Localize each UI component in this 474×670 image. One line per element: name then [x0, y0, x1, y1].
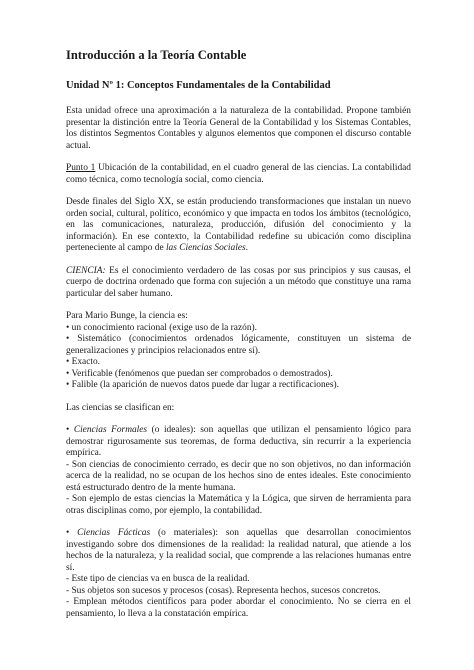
siglo-paragraph: [66, 197, 411, 255]
bunge-item: • Verificable (fenómenos que puedan ser comprobados o demostrados).: [66, 368, 333, 379]
ciencia-paragraph: [66, 266, 411, 301]
facticas-label: Ciencias Fácticas: [77, 528, 151, 538]
document-content: [66, 48, 411, 620]
formales-item: - Son ejemplo de estas ciencias la Matemática y la Lógica, que sirven de herramienta para otras disciplinas como, por ejemplo, la contabilidad.: [66, 494, 411, 516]
formales-item: - Son ciencias de conocimiento cerrado, es decir que no son objetivos, no dan información acerca de la realidad, no se ocupan de los hechos sino de entes ideales. Este conocimiento está estructurado dentro de la mente humana.: [66, 459, 411, 493]
facticas-item: - Este tipo de ciencias va en busca de la realidad.: [66, 574, 250, 584]
formales-label: Ciencias Formales: [73, 425, 148, 435]
document-title: Introducción a la Teoría Contable: [66, 48, 247, 62]
facticas-bullet: •: [66, 528, 78, 538]
bunge-intro: Para Mario Bunge, la ciencia es:: [66, 311, 188, 321]
unit-title: Unidad Nº 1: Conceptos Fundamentales de la Contabilidad: [66, 80, 331, 91]
formales-text: (o ideales): son aquellas que utilizan el pensamiento lógico para demostrar rigurosamente sus teoremas, de forma deductiva, sin recurrir a la experiencia empírica.: [66, 425, 411, 458]
ciencia-text: Es el conocimiento verdadero de las cosas por sus principios y sus causas, el cuerpo de doctrina ordenado que forma con sujeción a un método que constituye una rama particular del saber humano.: [66, 265, 411, 299]
bunge-item: • un conocimiento racional (exige uso de la razón).: [66, 322, 257, 333]
siglo-end: .: [245, 243, 248, 253]
intro-paragraph: Esta unidad ofrece una aproximación a la naturaleza de la contabilidad. Propone también presentar la distinción entre la Teoría General de la Contabilidad y los Sistemas Contables, los distintos Segmentos Contables y algunos elementos que componen el discurso contable actual.: [66, 106, 411, 151]
siglo-text: Desde finales del Siglo XX, se están produciendo transformaciones que instalan un nuevo orden social, cultural, político, económico y que impacta en todos los ámbitos (tecnológico, en las comunicaciones, naturaleza, producción, difusión del conocimiento y la información). En ese contexto, la Contabilidad redefine su ubicación como disciplina perteneciente al campo de: [66, 197, 411, 253]
facticas-item: - Emplean métodos científicos para poder abordar el conocimiento. No se cierra en el pensamiento, lo lleva a la constatación empírica.: [66, 597, 411, 619]
facticas-paragraph: [66, 528, 411, 574]
clasif-intro: Las ciencias se clasifican en:: [66, 402, 175, 413]
facticas-item: - Sus objetos son sucesos y procesos (cosas). Representa hechos, sucesos concretos.: [66, 585, 381, 596]
punto1-text: Ubicación de la contabilidad, en el cuadro general de las ciencias. La contabilidad como técnica, como tecnología social, como ciencia.: [66, 163, 411, 185]
siglo-italic: las Ciencias Sociales: [165, 243, 246, 253]
punto1-label: Punto 1: [66, 163, 96, 173]
formales-paragraph: [66, 425, 411, 460]
bunge-item: • Exacto.: [66, 357, 100, 367]
bunge-item: • Falible (la aparición de nuevos datos puede dar lugar a rectificaciones).: [66, 380, 339, 390]
formales-bullet: •: [66, 425, 74, 435]
bunge-item: • Sistemático (conocimientos ordenados lógicamente, constituyen un sistema de generalizaciones y principios relacionados entre sí).: [66, 334, 411, 356]
facticas-text: (o materiales): son aquellas que desarrollan conocimientos investigando sobre dos dimensiones de la realidad: la realidad natural, que atiende a los hechos de la naturaleza, y la realidad social, que comprende a las relaciones humanas entre sí.: [66, 528, 411, 573]
punto1-paragraph: [66, 163, 411, 186]
ciencia-label: CIENCIA:: [66, 265, 106, 276]
